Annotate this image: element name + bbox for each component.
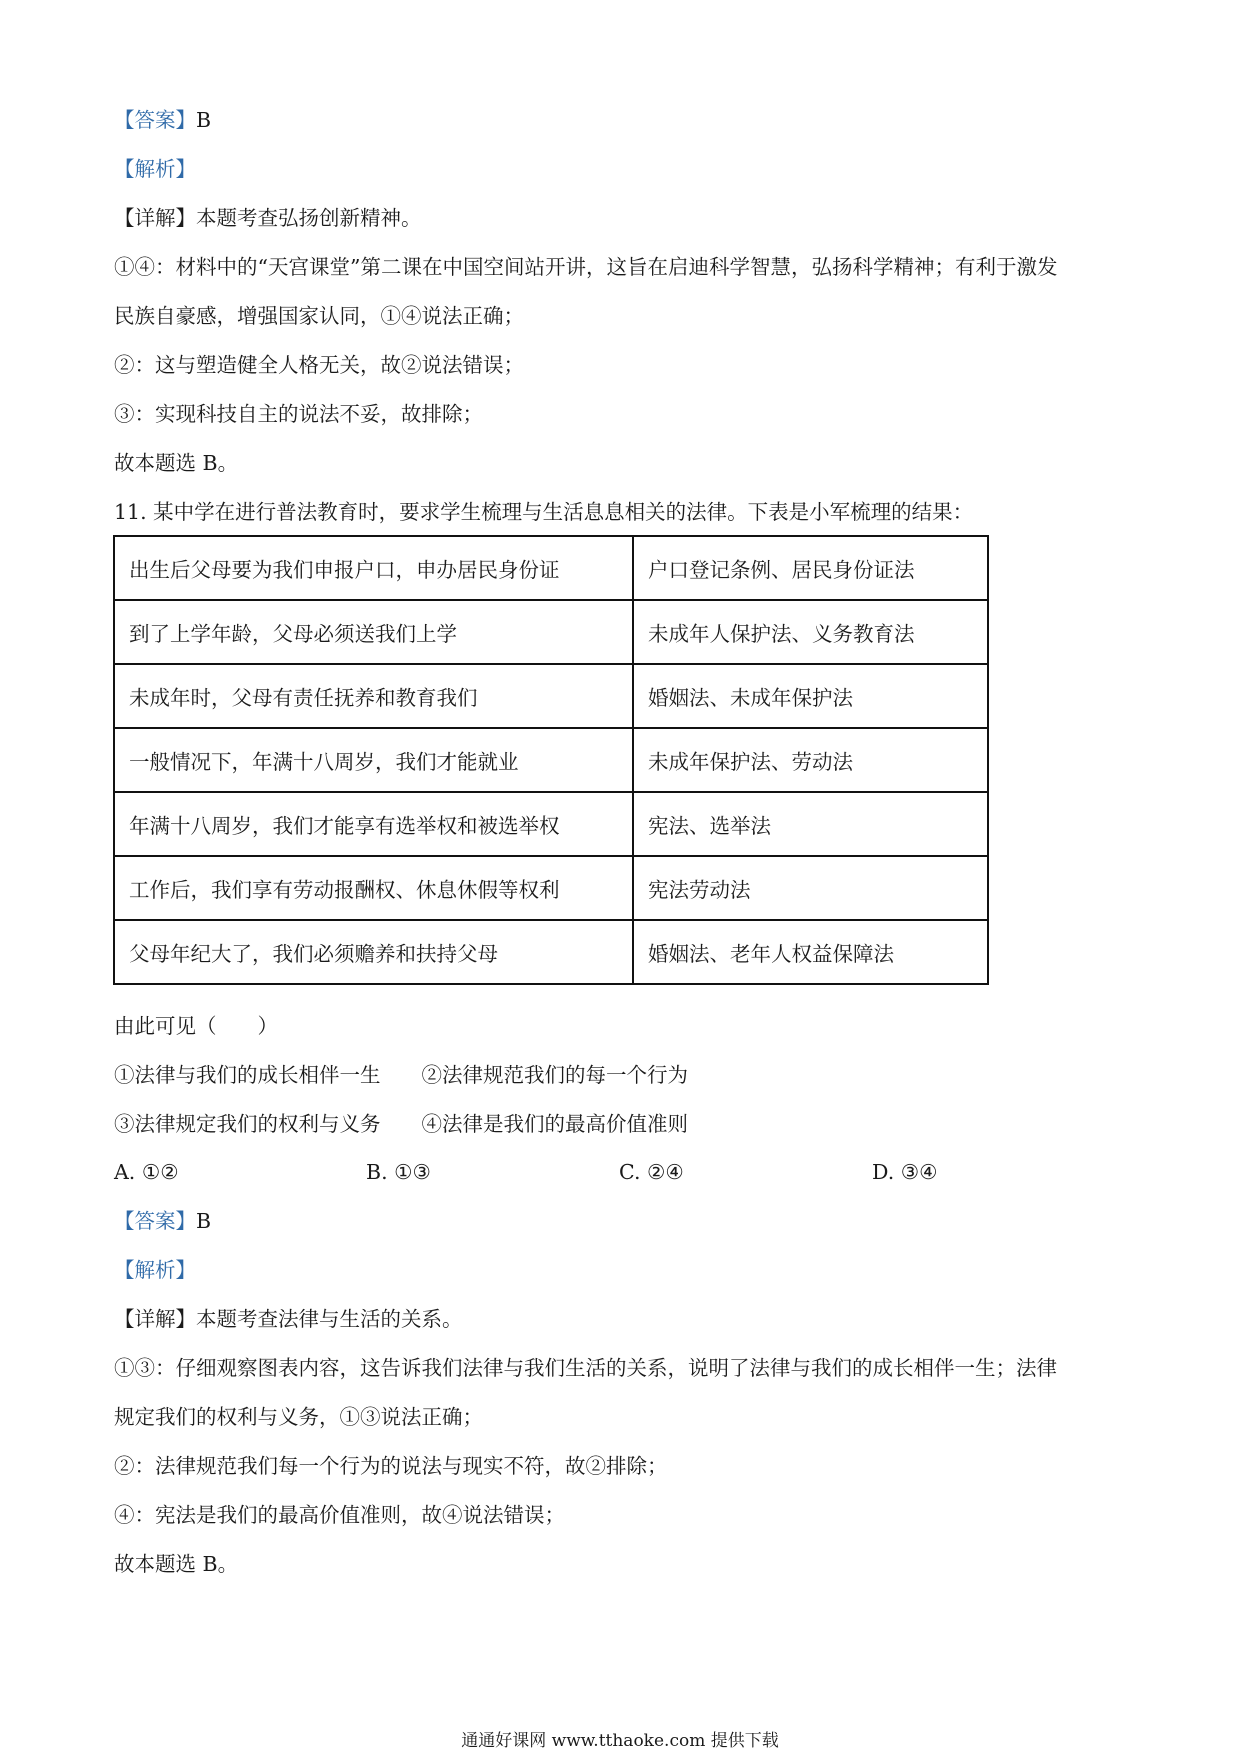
option-c[interactable]: C. ②④ bbox=[619, 1160, 684, 1184]
table-cell-law: 婚姻法、老年人权益保障法 bbox=[633, 920, 988, 984]
q11-conclusion: 故本题选 B。 bbox=[114, 1552, 239, 1576]
table-cell-situation: 一般情况下，年满十八周岁，我们才能就业 bbox=[114, 728, 633, 792]
q11-detail: 【详解】本题考查法律与生活的关系。 bbox=[114, 1307, 463, 1331]
option-d[interactable]: D. ③④ bbox=[872, 1160, 938, 1184]
table-cell-law: 婚姻法、未成年保护法 bbox=[633, 664, 988, 728]
page-footer: 通通好课网 www.tthaoke.com 提供下载 bbox=[461, 1731, 779, 1751]
table-cell-law: 未成年保护法、劳动法 bbox=[633, 728, 988, 792]
answer-value: B bbox=[196, 1209, 212, 1233]
q10-explanation-line: ①④：材料中的“天宫课堂”第二课在中国空间站开讲，这旨在启迪科学智慧，弘扬科学精神；有利于激发 bbox=[114, 255, 1058, 279]
q11-explanation-line: 规定我们的权利与义务，①③说法正确； bbox=[114, 1405, 483, 1429]
table-cell-law: 未成年人保护法、义务教育法 bbox=[633, 600, 988, 664]
table-cell-law: 宪法、选举法 bbox=[633, 792, 988, 856]
table-row bbox=[114, 600, 988, 664]
table-cell-law: 宪法劳动法 bbox=[633, 856, 988, 920]
q11-explanation-line: ②：法律规范我们每一个行为的说法与现实不符，故②排除； bbox=[114, 1454, 668, 1478]
q11-prompt: 由此可见（ ） bbox=[114, 1014, 278, 1038]
q10-conclusion: 故本题选 B。 bbox=[114, 451, 239, 475]
q11-answer bbox=[114, 1207, 211, 1235]
table-cell-situation: 到了上学年龄，父母必须送我们上学 bbox=[114, 600, 633, 664]
law-table bbox=[113, 535, 989, 985]
table-row bbox=[114, 664, 988, 728]
table-row bbox=[114, 856, 988, 920]
q10-detail: 【详解】本题考查弘扬创新精神。 bbox=[114, 206, 422, 230]
table-row bbox=[114, 920, 988, 984]
table-row bbox=[114, 728, 988, 792]
q11-explanation-line: ④：宪法是我们的最高价值准则，故④说法错误； bbox=[114, 1503, 565, 1527]
q10-explanation-line: ②：这与塑造健全人格无关，故②说法错误； bbox=[114, 353, 524, 377]
answer-value: B bbox=[196, 108, 212, 132]
table-cell-law: 户口登记条例、居民身份证法 bbox=[633, 536, 988, 600]
q10-explanation-line: ③：实现科技自主的说法不妥，故排除； bbox=[114, 402, 483, 426]
table-row bbox=[114, 536, 988, 600]
table-cell-situation: 出生后父母要为我们申报户口，申办居民身份证 bbox=[114, 536, 633, 600]
table-cell-situation: 年满十八周岁，我们才能享有选举权和被选举权 bbox=[114, 792, 633, 856]
table-cell-situation: 未成年时，父母有责任抚养和教育我们 bbox=[114, 664, 633, 728]
q11-explanation-line: ①③：仔细观察图表内容，这告诉我们法律与我们生活的关系，说明了法律与我们的成长相伴一生；法律 bbox=[114, 1356, 1057, 1380]
table-row bbox=[114, 792, 988, 856]
table-cell-situation: 工作后，我们享有劳动报酬权、休息休假等权利 bbox=[114, 856, 633, 920]
q10-analysis-tag: 【解析】 bbox=[114, 157, 196, 181]
answer-tag: 【答案】 bbox=[114, 108, 196, 132]
table-cell-situation: 父母年纪大了，我们必须赡养和扶持父母 bbox=[114, 920, 633, 984]
q11-statements: ①法律与我们的成长相伴一生 ②法律规范我们的每一个行为 bbox=[114, 1063, 688, 1087]
answer-tag: 【答案】 bbox=[114, 1209, 196, 1233]
q10-explanation-line: 民族自豪感，增强国家认同，①④说法正确； bbox=[114, 304, 524, 328]
q11-stem: 11. 某中学在进行普法教育时，要求学生梳理与生活息息相关的法律。下表是小军梳理的结果： bbox=[114, 500, 974, 524]
q11-statements: ③法律规定我们的权利与义务 ④法律是我们的最高价值准则 bbox=[114, 1112, 688, 1136]
option-a[interactable]: A. ①② bbox=[114, 1160, 179, 1184]
q10-answer bbox=[114, 106, 211, 134]
option-b[interactable]: B. ①③ bbox=[366, 1160, 431, 1184]
q11-analysis-tag: 【解析】 bbox=[114, 1258, 196, 1282]
